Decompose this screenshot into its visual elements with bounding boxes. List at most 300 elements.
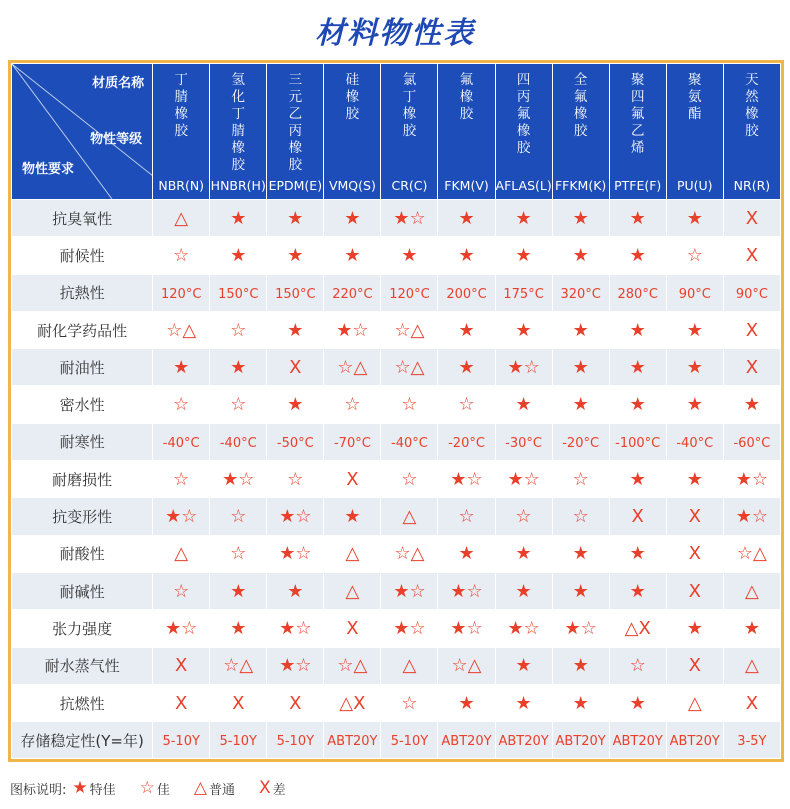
rating-cell <box>324 274 381 311</box>
rating-value: ★ <box>344 207 361 229</box>
table-row <box>12 311 781 348</box>
rating-cell <box>666 610 723 647</box>
rating-value: 280°C <box>617 286 658 302</box>
material-name-char: 烯 <box>630 140 645 156</box>
rating-cell <box>381 386 438 423</box>
rating-value: ☆ <box>401 692 418 714</box>
rating-cell <box>381 200 438 237</box>
material-header <box>324 64 381 200</box>
property-label: 抗熱性 <box>12 274 153 311</box>
rating-value: ★☆ <box>336 319 369 341</box>
rating-cell <box>153 535 210 572</box>
rating-cell <box>609 274 666 311</box>
rating-value: X <box>745 244 759 266</box>
rating-value: △ <box>744 580 759 602</box>
rating-cell <box>609 647 666 684</box>
rating-value: △X <box>339 692 366 714</box>
rating-cell <box>153 684 210 721</box>
property-label: 张力强度 <box>12 610 153 647</box>
rating-value: ★ <box>572 692 589 714</box>
rating-cell <box>609 535 666 572</box>
legend-item <box>138 778 170 798</box>
material-name <box>381 72 437 140</box>
rating-value: ★ <box>230 356 247 378</box>
material-code: FKM(V) <box>444 178 489 193</box>
material-name <box>267 72 323 174</box>
rating-cell <box>495 535 552 572</box>
rating-cell <box>723 535 780 572</box>
rating-value: ★ <box>629 394 646 416</box>
rating-value: △ <box>402 655 417 677</box>
rating-cell <box>324 722 381 759</box>
rating-cell <box>381 311 438 348</box>
rating-cell <box>438 311 495 348</box>
rating-cell <box>438 200 495 237</box>
rating-value: ★☆ <box>279 506 312 528</box>
rating-value: -40°C <box>162 435 200 451</box>
rating-cell <box>495 722 552 759</box>
rating-cell <box>438 423 495 460</box>
rating-value: 3-5Y <box>737 734 767 750</box>
rating-cell <box>552 684 609 721</box>
material-name-char: 胶 <box>174 123 188 139</box>
rating-cell <box>723 423 780 460</box>
material-code: EPDM(E) <box>268 178 323 193</box>
table-row <box>12 386 781 423</box>
rating-cell <box>552 386 609 423</box>
legend-label: 特佳 <box>89 782 116 798</box>
rating-value: ☆ <box>515 506 532 528</box>
rating-value: X <box>175 655 188 677</box>
rating-value: ★ <box>173 356 190 378</box>
material-name-char: 然 <box>745 89 759 105</box>
rating-value: ★ <box>401 244 418 266</box>
legend-item <box>192 778 235 798</box>
rating-value: ★☆ <box>450 617 483 639</box>
rating-value: ★☆ <box>450 580 483 602</box>
rating-cell <box>267 722 324 759</box>
rating-cell <box>267 200 324 237</box>
rating-value: ★☆ <box>507 468 540 490</box>
rating-value: X <box>232 692 245 714</box>
rating-value: ★ <box>515 319 532 341</box>
rating-cell <box>210 684 267 721</box>
rating-value: △X <box>624 617 651 639</box>
rating-value: ☆ <box>572 468 589 490</box>
rating-cell <box>153 647 210 684</box>
rating-cell <box>267 684 324 721</box>
rating-value: ★☆ <box>735 468 769 490</box>
material-name-char: 橡 <box>345 89 360 105</box>
rating-value: ★ <box>458 207 475 229</box>
rating-cell <box>210 535 267 572</box>
rating-cell <box>267 386 324 423</box>
rating-value: ★☆ <box>393 617 426 639</box>
table-row <box>12 610 781 647</box>
rating-value: ★ <box>686 319 703 341</box>
rating-value: X <box>745 319 759 341</box>
page-title: 材料物性表 <box>315 16 475 51</box>
rating-value: 200°C <box>446 286 487 302</box>
rating-cell <box>324 498 381 535</box>
rating-cell <box>609 610 666 647</box>
table-row <box>12 423 781 460</box>
rating-value: ★ <box>230 207 247 229</box>
material-header <box>723 64 780 200</box>
rating-cell <box>723 647 780 684</box>
rating-value: ★ <box>572 394 589 416</box>
property-label: 抗变形性 <box>12 498 153 535</box>
rating-value: ☆ <box>173 580 190 602</box>
rating-cell <box>210 423 267 460</box>
rating-value: ☆ <box>173 394 190 416</box>
property-label: 抗臭氧性 <box>12 200 153 237</box>
rating-value: 150°C <box>275 286 316 302</box>
material-name-char: 氟 <box>573 89 588 105</box>
rating-value: ★ <box>344 506 361 528</box>
rating-cell <box>438 386 495 423</box>
legend-item <box>257 778 286 798</box>
material-code: AFLAS(L) <box>495 178 552 193</box>
material-name-char: 橡 <box>402 106 417 122</box>
material-name-char: 腈 <box>231 123 246 139</box>
material-name-label: 材质名称 <box>92 76 145 91</box>
rating-value: ★☆ <box>564 617 597 639</box>
rating-cell <box>723 610 780 647</box>
rating-cell <box>552 311 609 348</box>
rating-value: ★ <box>458 356 475 378</box>
rating-value: 5-10Y <box>390 734 429 750</box>
legend-symbol-icon: ★ <box>72 778 88 798</box>
rating-value: ★ <box>515 543 532 565</box>
material-code: FFKM(K) <box>554 178 607 193</box>
rating-cell <box>153 237 210 274</box>
rating-value: ★ <box>515 655 532 677</box>
material-name <box>438 72 494 123</box>
rating-value: ★☆ <box>279 543 312 565</box>
rating-cell <box>324 535 381 572</box>
rating-cell <box>438 349 495 386</box>
property-label: 存储稳定性(Y=年) <box>12 722 153 759</box>
rating-cell <box>723 572 780 609</box>
material-name-char: 胶 <box>231 157 246 173</box>
rating-value: ★☆ <box>450 468 483 490</box>
rating-value: X <box>631 506 644 528</box>
rating-cell <box>609 200 666 237</box>
rating-value: ★☆ <box>735 506 769 528</box>
rating-cell <box>495 386 552 423</box>
rating-cell <box>552 423 609 460</box>
rating-cell <box>666 311 723 348</box>
rating-cell <box>666 200 723 237</box>
rating-value: ★ <box>344 244 361 266</box>
rating-cell <box>666 684 723 721</box>
material-name-char: 腈 <box>174 89 188 105</box>
rating-value: ☆ <box>287 468 304 490</box>
rating-value: X <box>688 506 701 528</box>
legend-symbol-icon: ☆ <box>139 778 155 798</box>
rating-cell <box>723 722 780 759</box>
rating-cell <box>495 237 552 274</box>
rating-value: ★ <box>515 207 532 229</box>
rating-value: ☆△ <box>394 543 425 565</box>
rating-value: 90°C <box>735 286 768 302</box>
rating-cell <box>666 423 723 460</box>
rating-value: 220°C <box>332 286 373 302</box>
rating-cell <box>381 274 438 311</box>
rating-value: 90°C <box>678 286 711 302</box>
rating-cell <box>666 274 723 311</box>
rating-cell <box>267 647 324 684</box>
rating-cell <box>552 200 609 237</box>
table-row <box>12 572 781 609</box>
property-label: 耐候性 <box>12 237 153 274</box>
rating-value: ★ <box>629 319 646 341</box>
rating-value: X <box>745 356 759 378</box>
rating-cell <box>666 386 723 423</box>
rating-value: ★ <box>572 207 589 229</box>
rating-value: X <box>745 692 759 714</box>
rating-value: ABT20Y <box>327 734 378 750</box>
material-name-char: 天 <box>745 72 759 88</box>
table-row <box>12 237 781 274</box>
material-name-char: 全 <box>573 72 588 88</box>
rating-value: 120°C <box>389 286 430 302</box>
rating-value: ★ <box>629 468 646 490</box>
rating-cell <box>495 572 552 609</box>
material-name-char: 橡 <box>174 106 188 122</box>
rating-value: X <box>289 692 302 714</box>
rating-value: ☆ <box>230 543 247 565</box>
rating-cell <box>438 684 495 721</box>
rating-value: ☆ <box>629 655 646 677</box>
rating-value: ☆ <box>230 506 247 528</box>
rating-cell <box>381 572 438 609</box>
rating-value: 150°C <box>218 286 259 302</box>
material-header <box>495 64 552 200</box>
rating-cell <box>324 423 381 460</box>
rating-cell <box>153 200 210 237</box>
rating-value: -50°C <box>276 435 314 451</box>
rating-cell <box>153 722 210 759</box>
rating-value: ★ <box>287 394 304 416</box>
rating-value: X <box>175 692 188 714</box>
rating-cell <box>609 722 666 759</box>
table-body <box>12 200 781 759</box>
rating-value: ★ <box>572 356 589 378</box>
rating-value: ★ <box>515 394 532 416</box>
rating-value: ☆△ <box>166 319 197 341</box>
rating-cell <box>666 572 723 609</box>
rating-cell <box>210 200 267 237</box>
rating-value: ★ <box>287 207 304 229</box>
rating-value: 320°C <box>560 286 601 302</box>
rating-cell <box>324 461 381 498</box>
rating-cell <box>666 237 723 274</box>
rating-cell <box>438 535 495 572</box>
rating-value: ★ <box>458 543 475 565</box>
material-name-char: 化 <box>231 89 246 105</box>
rating-cell <box>723 200 780 237</box>
rating-cell <box>552 610 609 647</box>
material-code: HNBR(H) <box>210 178 266 193</box>
rating-value: ★☆ <box>393 580 426 602</box>
material-name-char: 胶 <box>516 140 531 156</box>
rating-cell <box>210 647 267 684</box>
rating-value: -70°C <box>333 435 371 451</box>
rating-cell <box>210 274 267 311</box>
rating-cell <box>552 535 609 572</box>
rating-value: ABT20Y <box>669 734 720 750</box>
rating-cell <box>723 498 780 535</box>
material-code: VMQ(S) <box>328 178 376 193</box>
rating-value: ★ <box>572 580 589 602</box>
rating-cell <box>324 349 381 386</box>
table-row <box>12 498 781 535</box>
rating-cell <box>381 610 438 647</box>
rating-cell <box>609 423 666 460</box>
material-name-char: 聚 <box>688 72 702 88</box>
rating-value: △ <box>402 506 417 528</box>
rating-value: ★ <box>287 319 304 341</box>
rating-cell <box>552 274 609 311</box>
rating-cell <box>267 349 324 386</box>
rating-cell <box>495 311 552 348</box>
rating-cell <box>210 386 267 423</box>
legend-symbol-icon: X <box>259 778 271 798</box>
material-name-char: 乙 <box>630 123 645 139</box>
rating-value: ★ <box>629 356 646 378</box>
rating-cell <box>153 610 210 647</box>
rating-value: ★☆ <box>507 356 540 378</box>
material-name <box>724 72 780 140</box>
material-code: NBR(N) <box>158 178 205 193</box>
rating-value: ★☆ <box>279 617 312 639</box>
rating-value: ★☆ <box>393 207 426 229</box>
material-code: CR(C) <box>391 178 428 193</box>
material-name-char: 聚 <box>630 72 645 88</box>
rating-value: ★ <box>629 692 646 714</box>
rating-value: ★☆ <box>507 617 540 639</box>
material-name <box>610 72 666 157</box>
rating-value: X <box>688 543 701 565</box>
rating-cell <box>324 311 381 348</box>
rating-value: ★ <box>515 244 532 266</box>
material-name-char: 氟 <box>516 106 531 122</box>
rating-value: ☆△ <box>223 655 254 677</box>
material-name-char: 丙 <box>516 89 531 105</box>
rating-value: 5-10Y <box>219 734 257 750</box>
table-row <box>12 535 781 572</box>
rating-value: ★ <box>629 543 646 565</box>
material-name-char: 橡 <box>231 140 246 156</box>
property-label: 耐水蒸气性 <box>12 647 153 684</box>
rating-value: ★ <box>458 319 475 341</box>
rating-cell <box>381 498 438 535</box>
rating-value: ★ <box>686 617 703 639</box>
rating-cell <box>153 423 210 460</box>
legend-symbol-icon: △ <box>193 778 207 798</box>
legend-label: 佳 <box>156 782 170 798</box>
rating-value: ABT20Y <box>441 734 492 750</box>
rating-value: △ <box>174 207 189 229</box>
material-code: PU(U) <box>676 178 713 193</box>
legend-item <box>70 778 115 798</box>
rating-cell <box>381 237 438 274</box>
property-label: 耐酸性 <box>12 535 153 572</box>
rating-cell <box>609 498 666 535</box>
rating-cell <box>381 722 438 759</box>
rating-cell <box>495 498 552 535</box>
rating-cell <box>381 684 438 721</box>
rating-value: ★☆ <box>165 506 198 528</box>
rating-cell <box>324 200 381 237</box>
header-row <box>12 64 781 200</box>
rating-cell <box>723 349 780 386</box>
material-name-char: 丁 <box>174 72 188 88</box>
legend-label: 普通 <box>209 782 236 798</box>
rating-cell <box>723 311 780 348</box>
rating-value: ★ <box>572 244 589 266</box>
rating-value: ☆△ <box>337 655 368 677</box>
rating-value: ☆ <box>401 394 418 416</box>
rating-cell <box>324 386 381 423</box>
material-header <box>267 64 324 200</box>
rating-value: ★☆ <box>222 468 255 490</box>
rating-cell <box>666 498 723 535</box>
rating-cell <box>324 684 381 721</box>
rating-value: ★ <box>230 244 247 266</box>
material-code: NR(R) <box>733 178 771 193</box>
rating-cell <box>438 722 495 759</box>
rating-value: △ <box>174 543 189 565</box>
rating-cell <box>438 237 495 274</box>
rating-cell <box>267 572 324 609</box>
material-name-char: 乙 <box>288 106 303 122</box>
table-row <box>12 274 781 311</box>
material-name-char: 氟 <box>459 72 474 88</box>
material-header <box>609 64 666 200</box>
rating-cell <box>666 722 723 759</box>
property-label: 耐磨损性 <box>12 461 153 498</box>
rating-cell <box>210 311 267 348</box>
rating-cell <box>381 349 438 386</box>
material-name-char: 氯 <box>402 72 417 88</box>
material-name-char: 丁 <box>402 89 417 105</box>
rating-value: ☆ <box>572 506 589 528</box>
rating-value: -100°C <box>615 435 661 451</box>
rating-cell <box>609 684 666 721</box>
rating-value: -20°C <box>448 435 485 451</box>
rating-cell <box>609 386 666 423</box>
rating-cell <box>153 386 210 423</box>
rating-cell <box>324 237 381 274</box>
rating-value: ★ <box>287 244 304 266</box>
material-name-char: 胶 <box>745 123 759 139</box>
property-label: 耐油性 <box>12 349 153 386</box>
material-name-char: 酯 <box>688 106 702 122</box>
rating-value: ★ <box>458 244 475 266</box>
rating-cell <box>438 572 495 609</box>
table-row <box>12 647 781 684</box>
grade-label: 物性等级 <box>90 132 143 147</box>
rating-cell <box>666 535 723 572</box>
requirement-label: 物性要求 <box>22 162 75 177</box>
rating-value: ★ <box>230 580 247 602</box>
rating-cell <box>267 498 324 535</box>
rating-value: ★ <box>572 655 589 677</box>
rating-cell <box>153 311 210 348</box>
